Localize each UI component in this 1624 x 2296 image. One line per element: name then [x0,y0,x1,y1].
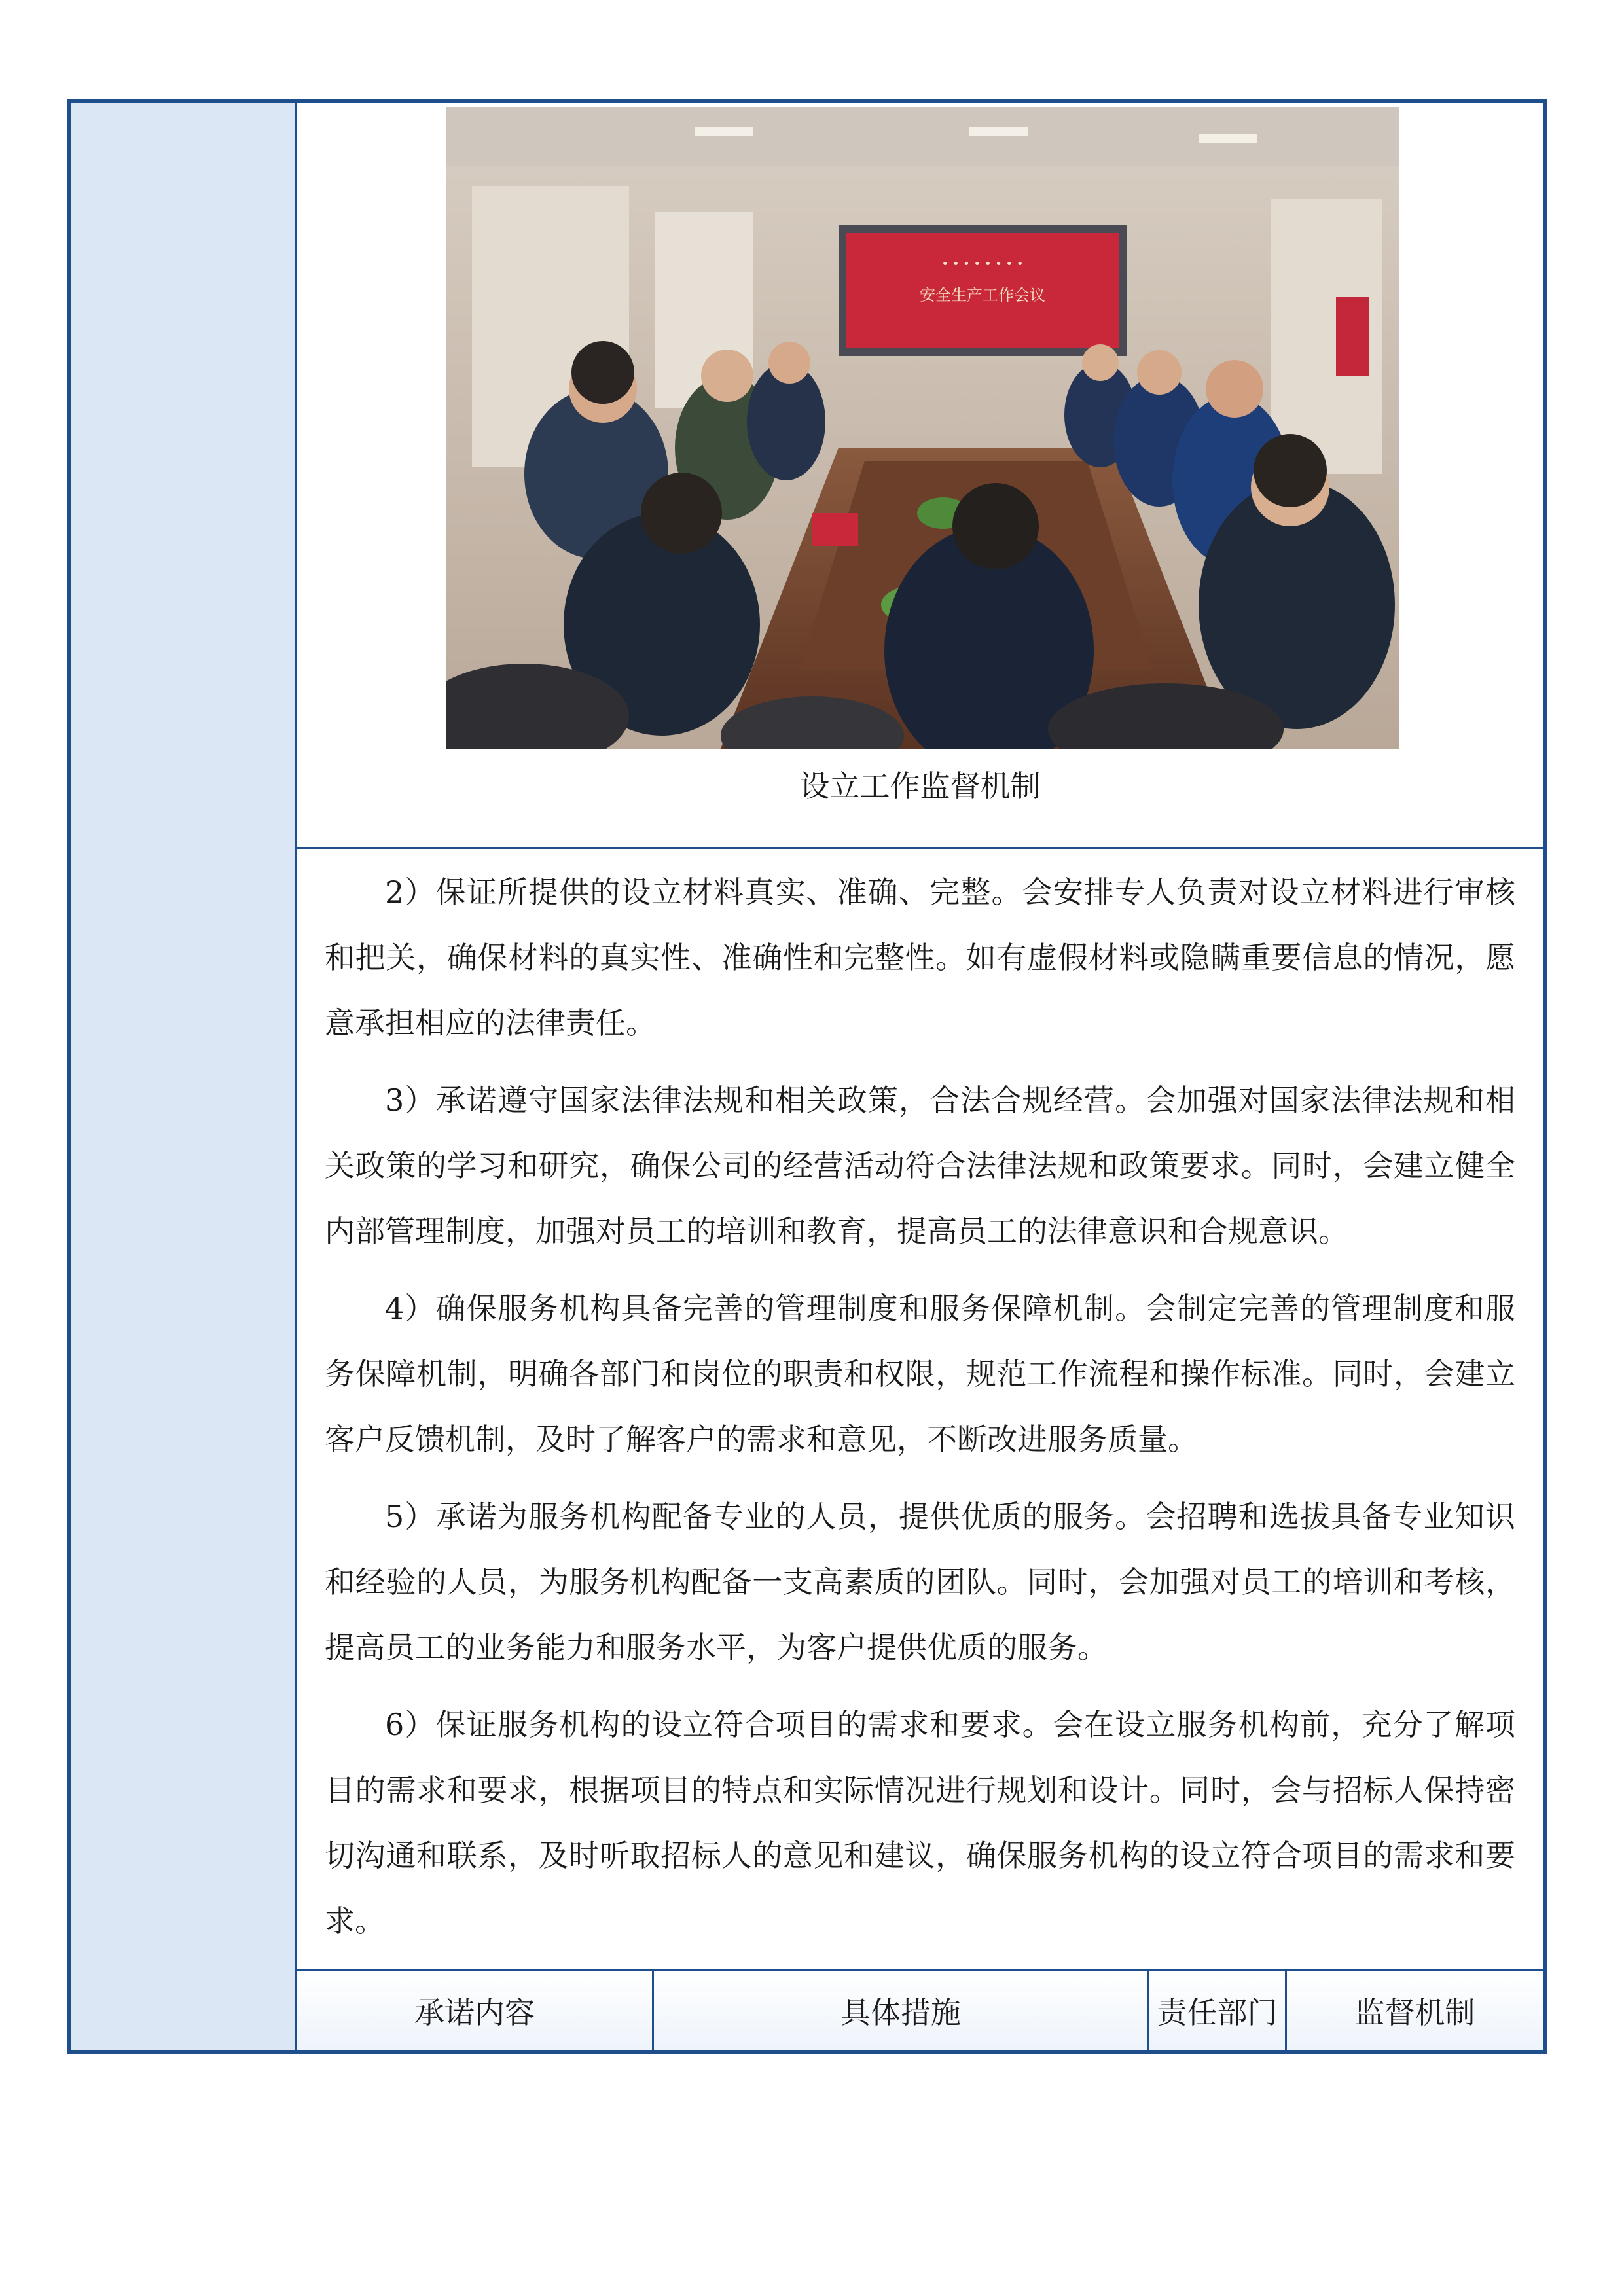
left-category-column [71,103,297,2050]
screen-banner-text: 安全生产工作会议 [920,286,1045,304]
meeting-photo [446,107,1399,749]
content-column [297,103,1543,2050]
paragraph-2: 2）保证所提供的设立材料真实、准确、完整。会安排专人负责对设立材料进行审核和把关，确保材料的真实性、准确性和完整性。如有虚假材料或隐瞒重要信息的情况，愿意承担相应的法律责任。 [325,874,1515,1041]
photo-caption: 设立工作监督机制 [799,768,1041,804]
header-specific-measures: 具体措施 [654,1971,1149,2050]
svg-text:• • • • • • • •: • • • • • • • • [941,257,1024,271]
commitment-table-header [297,1969,1543,2050]
document-frame [67,99,1547,2054]
paragraph-5: 5）承诺为服务机构配备专业的人员，提供优质的服务。会招聘和选拔具备专业知识和经验的人员，为服务机构配备一支高素质的团队。同时，会加强对员工的培训和考核，提高员工的业务能力和服务水平，为客户提供优质的服务。 [325,1499,1515,1665]
header-responsible-dept: 责任部门 [1149,1971,1287,2050]
header-commitment-content: 承诺内容 [297,1971,654,2050]
paragraph-6: 6）保证服务机构的设立符合项目的需求和要求。会在设立服务机构前，充分了解项目的需求和要求，根据项目的特点和实际情况进行规划和设计。同时，会与招标人保持密切沟通和联系，及时听取招标人的意见和建议，确保服务机构的设立符合项目的需求和要求。 [325,1707,1515,1939]
header-supervision-mechanism: 监督机制 [1287,1971,1543,2050]
photo-cell [297,103,1543,849]
commitment-text-cell [297,849,1543,2068]
paragraph-4: 4）确保服务机构具备完善的管理制度和服务保障机制。会制定完善的管理制度和服务保障机制，明确各部门和岗位的职责和权限，规范工作流程和操作标准。同时，会建立客户反馈机制，及时了解客户的需求和意见，不断改进服务质量。 [325,1291,1515,1457]
paragraph-3: 3）承诺遵守国家法律法规和相关政策，合法合规经营。会加强对国家法律法规和相关政策的学习和研究，确保公司的经营活动符合法律法规和政策要求。同时，会建立健全内部管理制度，加强对员工的培训和教育，提高员工的法律意识和合规意识。 [325,1083,1515,1249]
